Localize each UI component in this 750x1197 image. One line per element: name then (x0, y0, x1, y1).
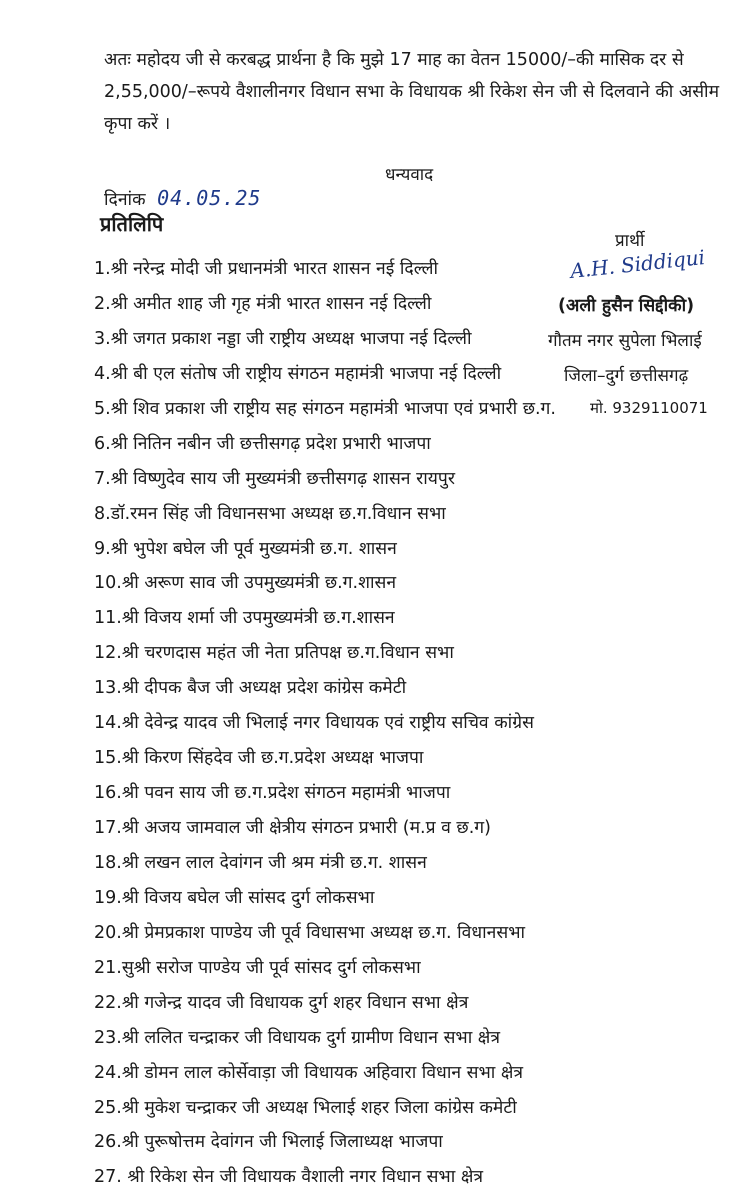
copy-item: 5.श्री शिव प्रकाश जी राष्ट्रीय सह संगठन महामंत्री भाजपा एवं प्रभारी छ.ग. (94, 398, 556, 419)
copy-item: 19.श्री विजय बघेल जी सांसद दुर्ग लोकसभा (94, 887, 375, 908)
copy-item: 17.श्री अजय जामवाल जी क्षेत्रीय संगठन प्रभारी (म.प्र व छ.ग) (94, 818, 491, 838)
copy-item: 2.श्री अमीत शाह जी गृह मंत्री भारत शासन नई दिल्ली (94, 293, 432, 314)
handwritten-signature: A.H. Siddiqui (569, 245, 707, 283)
copy-item: 14.श्री देवेन्द्र यादव जी भिलाई नगर विधायक एवं राष्ट्रीय सचिव कांग्रेस (94, 713, 534, 734)
copy-item: 25.श्री मुकेश चन्द्राकर जी अध्यक्ष भिलाई शहर जिला कांग्रेस कमेटी (94, 1097, 517, 1118)
copy-item: 23.श्री ललित चन्द्राकर जी विधायक दुर्ग ग्रामीण विधान सभा क्षेत्र (94, 1027, 501, 1048)
copy-item: 22.श्री गजेन्द्र यादव जी विधायक दुर्ग शहर विधान सभा क्षेत्र (94, 992, 469, 1013)
copy-item: 26.श्री पुरूषोत्तम देवांगन जी भिलाई जिलाध्यक्ष भाजपा (94, 1132, 443, 1153)
copy-item: 16.श्री पवन साय जी छ.ग.प्रदेश संगठन महामंत्री भाजपा (94, 783, 451, 804)
sender-name: (अली हुसैन सिद्दीकी) (558, 296, 695, 316)
copy-item: 12.श्री चरणदास महंत जी नेता प्रतिपक्ष छ.ग.विधान सभा (94, 643, 454, 664)
sender-address-line: गौतम नगर सुपेला भिलाई (548, 331, 702, 351)
copy-item: 11.श्री विजय शर्मा जी उपमुख्यमंत्री छ.ग.शासन (94, 608, 395, 629)
copy-item: 7.श्री विष्णुदेव साय जी मुख्यमंत्री छत्तीसगढ़ शासन रायपुर (94, 468, 456, 489)
copy-item: 21.सुश्री सरोज पाण्डेय जी पूर्व सांसद दुर्ग लोकसभा (94, 957, 421, 978)
copy-item: 3.श्री जगत प्रकाश नड्डा जी राष्ट्रीय अध्यक्ष भाजपा नई दिल्ली (94, 328, 472, 349)
sender-phone: मो. 9329110071 (590, 399, 708, 417)
copy-item: 18.श्री लखन लाल देवांगन जी श्रम मंत्री छ.ग. शासन (94, 852, 427, 873)
copy-item: 6.श्री नितिन नबीन जी छत्तीसगढ़ प्रदेश प्रभारी भाजपा (94, 433, 431, 454)
date-label: दिनांक (104, 190, 146, 210)
closing-thanks: धन्यवाद (385, 165, 434, 185)
copy-item: 15.श्री किरण सिंहदेव जी छ.ग.प्रदेश अध्यक्ष भाजपा (94, 748, 424, 769)
copy-item: 10.श्री अरूण साव जी उपमुख्यमंत्री छ.ग.शासन (94, 573, 397, 594)
date-value: 04.05.25 (157, 186, 262, 210)
copy-item: 13.श्री दीपक बैज जी अध्यक्ष प्रदेश कांग्रेस कमेटी (94, 678, 407, 699)
copy-item: 27. श्री रिकेश सेन जी विधायक वैशाली नगर विधान सभा क्षेत्र (94, 1167, 484, 1188)
copy-item: 8.डॉ.रमन सिंह जी विधानसभा अध्यक्ष छ.ग.विधान सभा (94, 503, 446, 524)
copy-item: 9.श्री भुपेश बघेल जी पूर्व मुख्यमंत्री छ.ग. शासन (94, 538, 397, 559)
applicant-label: प्रार्थी (615, 231, 645, 251)
request-line: कृपा करें । (104, 114, 171, 134)
copy-item: 4.श्री बी एल संतोष जी राष्ट्रीय संगठन महामंत्री भाजपा नई दिल्ली (94, 363, 502, 384)
sender-address-line: जिला–दुर्ग छत्तीसगढ़ (564, 366, 689, 386)
request-paragraph (104, 44, 719, 140)
request-line: अतः महोदय जी से करबद्ध प्रार्थना है कि मुझे 17 माह का वेतन 15000/–की मासिक दर से (104, 50, 684, 70)
copy-item: 20.श्री प्रेमप्रकाश पाण्डेय जी पूर्व विधासभा अध्यक्ष छ.ग. विधानसभा (94, 922, 526, 943)
copy-item: 24.श्री डोमन लाल कोर्सेवाड़ा जी विधायक अहिवारा विधान सभा क्षेत्र (94, 1062, 524, 1083)
date-line (104, 186, 261, 211)
request-line: 2,55,000/–रूपये वैशालीनगर विधान सभा के विधायक श्री रिकेश सेन जी से दिलवाने की असीम (104, 82, 720, 102)
copy-list (94, 254, 556, 1197)
copy-item: 1.श्री नरेन्द्र मोदी जी प्रधानमंत्री भारत शासन नई दिल्ली (94, 259, 439, 279)
copy-heading: प्रतिलिपि (100, 212, 164, 236)
